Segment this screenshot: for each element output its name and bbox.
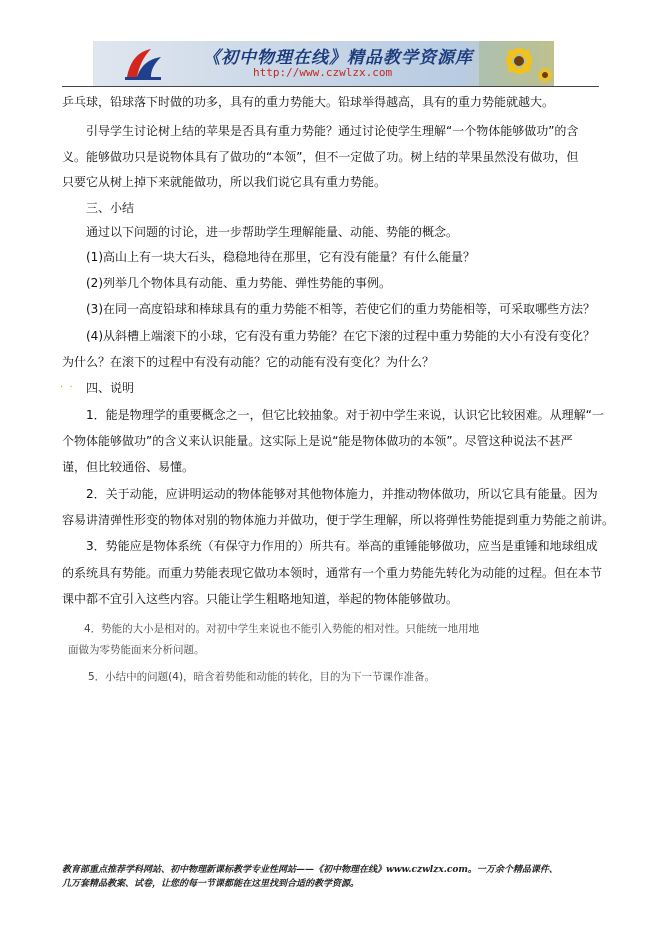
paragraph-line: 的系统具有势能。而重力势能表现它做功本领时，通常有一个重力势能先转化为动能的过程。但在本节 — [62, 566, 603, 580]
paragraph-line: 乒乓球，铅球落下时做的功多，具有的重力势能大。铅球举得越高，具有的重力势能就越大。 — [62, 95, 555, 109]
question-item: (1)高山上有一块大石头，稳稳地待在那里，它有没有能量？有什么能量？ — [86, 250, 476, 264]
question-item: (2)列举几个物体具有动能、重力势能、弹性势能的事例。 — [86, 276, 392, 290]
paragraph-line: 1．能是物理学的重要概念之一，但它比较抽象。对于初中学生来说，认识它比较困难。从理解“一 — [86, 408, 604, 422]
paragraph-line: 容易讲清弹性形变的物体对别的物体施力并做功，便于学生理解，所以将弹性势能提到重力势能之前讲。 — [62, 513, 615, 527]
paragraph-line: 个物体能够做功”的含义来认识能量。这实际上是说“能是物体做功的本领”。尽管这种说法不甚严 — [62, 434, 573, 448]
paragraph-line: 2．关于动能，应讲明运动的物体能够对其他物体施力，并推动物体做功，所以它具有能量。因为 — [86, 487, 598, 501]
footer-line: 教育部重点推荐学科网站、初中物理新课标教学专业性网站——《初中物理在线》www.czwlzx.com。一万余个精品课件、 — [62, 865, 558, 875]
paragraph-line: 通过以下问题的讨论，进一步帮助学生理解能量、动能、势能的概念。 — [86, 225, 459, 239]
decorative-dots: · · — [60, 382, 73, 393]
paragraph-line: 面做为零势能面来分析问题。 — [68, 644, 205, 656]
paragraph-line: 课中都不宜引入这些内容。只能让学生粗略地知道，举起的物体能够做功。 — [62, 592, 459, 606]
section-heading: 三、小结 — [86, 201, 135, 215]
site-url[interactable]: http://www.czwlzx.com — [253, 66, 393, 79]
paragraph-line: 引导学生讨论树上结的苹果是否具有重力势能？通过讨论使学生理解“一个物体能够做功”的含 — [86, 124, 579, 138]
question-item: (3)在同一高度铅球和棒球具有的重力势能不相等，若使它们的重力势能相等，可采取哪些方法？ — [86, 302, 596, 316]
paragraph-line: 只要它从树上掉下来就能做功，所以我们说它具有重力势能。 — [62, 175, 387, 189]
paragraph-line: 为什么？在滚下的过程中有没有动能？它的动能有没有变化？为什么？ — [62, 355, 435, 369]
paragraph-line: 谨，但比较通俗、易懂。 — [62, 460, 195, 474]
section-heading: 四、说明 — [86, 381, 135, 395]
site-title: 《初中物理在线》精品教学资源库 — [203, 48, 473, 68]
question-item: (4)从斜槽上端滚下的小球，它有没有重力势能？在它下滚的过程中重力势能的大小有没有变化？ — [86, 329, 596, 343]
paragraph-line: 义。能够做功只是说物体具有了做功的“本领”，但不一定做了功。树上结的苹果虽然没有做功，但 — [62, 150, 579, 164]
paragraph-line: 4．势能的大小是相对的。对初中学生来说也不能引入势能的相对性。只能统一地用地 — [84, 623, 480, 635]
paragraph-line: 3．势能应是物体系统（有保守力作用的）所共有。举高的重锤能够做功，应当是重锤和地球组成 — [86, 539, 598, 553]
footer-line: 几万套精品教案、试卷，让您的每一节课都能在这里找到合适的教学资源。 — [62, 879, 360, 889]
paragraph-line: 5．小结中的问题(4)，暗含着势能和动能的转化，目的为下一节课作准备。 — [88, 671, 436, 683]
